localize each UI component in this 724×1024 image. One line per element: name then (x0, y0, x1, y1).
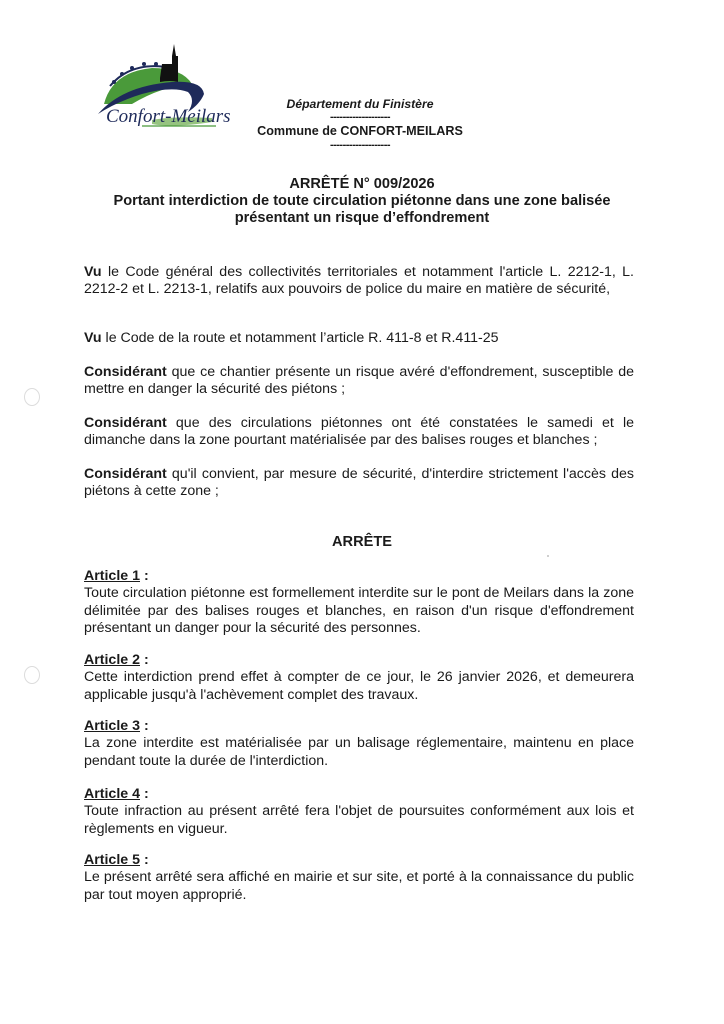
article-label: Article 5 (84, 852, 140, 868)
article-label: Article 1 (84, 568, 140, 584)
logo-graphic (92, 42, 232, 132)
considerant-keyword: Considérant (84, 364, 167, 380)
article-title: Article 3 : (84, 718, 149, 734)
article-5 (84, 852, 634, 904)
article-3 (84, 718, 634, 770)
header-separator: ------------------- (329, 111, 391, 123)
considerant-paragraph (84, 415, 634, 450)
article-text: La zone interdite est matérialisée par un balisage réglementaire, maintenu en place pendant toute la durée de l'interdiction. (84, 735, 634, 769)
visa-keyword: Vu (84, 264, 102, 280)
visa-text: le Code général des collectivités territoriales et notamment l'article L. 2212-1, L. 2212-2 et L. 2213-1, relatifs aux pouvoirs de police du maire en matière de sécurité, (84, 264, 634, 298)
article-1 (84, 568, 634, 638)
article-text: Cette interdiction prend effet à compter de ce jour, le 26 janvier 2026, et demeurera applicable jusqu'à l'achèvement complet des travaux. (84, 669, 634, 703)
considerant-text: qu'il convient, par mesure de sécurité, d'interdire strictement l'accès des piétons à cette zone ; (84, 466, 634, 500)
decree-subtitle-line-2: présentant un risque d’effondrement (234, 210, 490, 226)
visa-paragraph (84, 264, 634, 299)
header-block (230, 96, 490, 150)
considerant-text: que ce chantier présente un risque avéré d'effondrement, susceptible de mettre en danger la sécurité des piétons ; (84, 364, 634, 398)
decree-title-block (80, 176, 644, 227)
scan-speck (547, 555, 549, 557)
article-4 (84, 786, 634, 838)
considerant-paragraph (84, 364, 634, 399)
article-text: Toute circulation piétonne est formellement interdite sur le pont de Meilars dans la zone délimitée par des balises rouges et blanches, en raison d'un risque d'effondrement présentant un danger pour la sécurité des personnes. (84, 585, 634, 637)
commune-logo (92, 42, 232, 132)
considerant-text: que des circulations piétonnes ont été constatées le samedi et le dimanche dans la zone pourtant matérialisée par des balises rouges et blanches ; (84, 415, 634, 449)
article-label: Article 4 (84, 786, 140, 802)
logo-text: Confort-Meilars (106, 106, 231, 127)
considerant-paragraph (84, 466, 634, 501)
header-separator: ------------------- (329, 139, 391, 151)
article-2 (84, 652, 634, 704)
article-title: Article 1 : (84, 568, 149, 584)
article-title: Article 4 : (84, 786, 149, 802)
article-label: Article 2 (84, 652, 140, 668)
decree-subtitle-line-1: Portant interdiction de toute circulation piétonne dans une zone balisée (113, 193, 611, 209)
decree-number: ARRÊTÉ N° 009/2026 (289, 176, 435, 192)
arrete-heading: ARRÊTE (332, 534, 392, 550)
logo-church (160, 44, 178, 82)
visa-paragraph (84, 330, 634, 347)
article-title: Article 2 : (84, 652, 149, 668)
visa-text: le Code de la route et notamment l’article R. 411-8 et R.411-25 (101, 330, 499, 346)
article-text: Le présent arrêté sera affiché en mairie et sur site, et porté à la connaissance du public par tout moyen approprié. (84, 869, 634, 903)
considerant-keyword: Considérant (84, 415, 167, 431)
considerant-keyword: Considérant (84, 466, 167, 482)
article-label: Article 3 (84, 718, 140, 734)
article-title: Article 5 : (84, 852, 149, 868)
punch-hole-mark (24, 666, 40, 684)
commune-label: Commune de CONFORT-MEILARS (257, 124, 463, 138)
article-text: Toute infraction au présent arrêté fera l'objet de poursuites conformément aux lois et règlements en vigueur. (84, 803, 634, 837)
punch-hole-mark (24, 388, 40, 406)
visa-keyword: Vu (84, 330, 102, 346)
department-label: Département du Finistère (286, 97, 434, 111)
